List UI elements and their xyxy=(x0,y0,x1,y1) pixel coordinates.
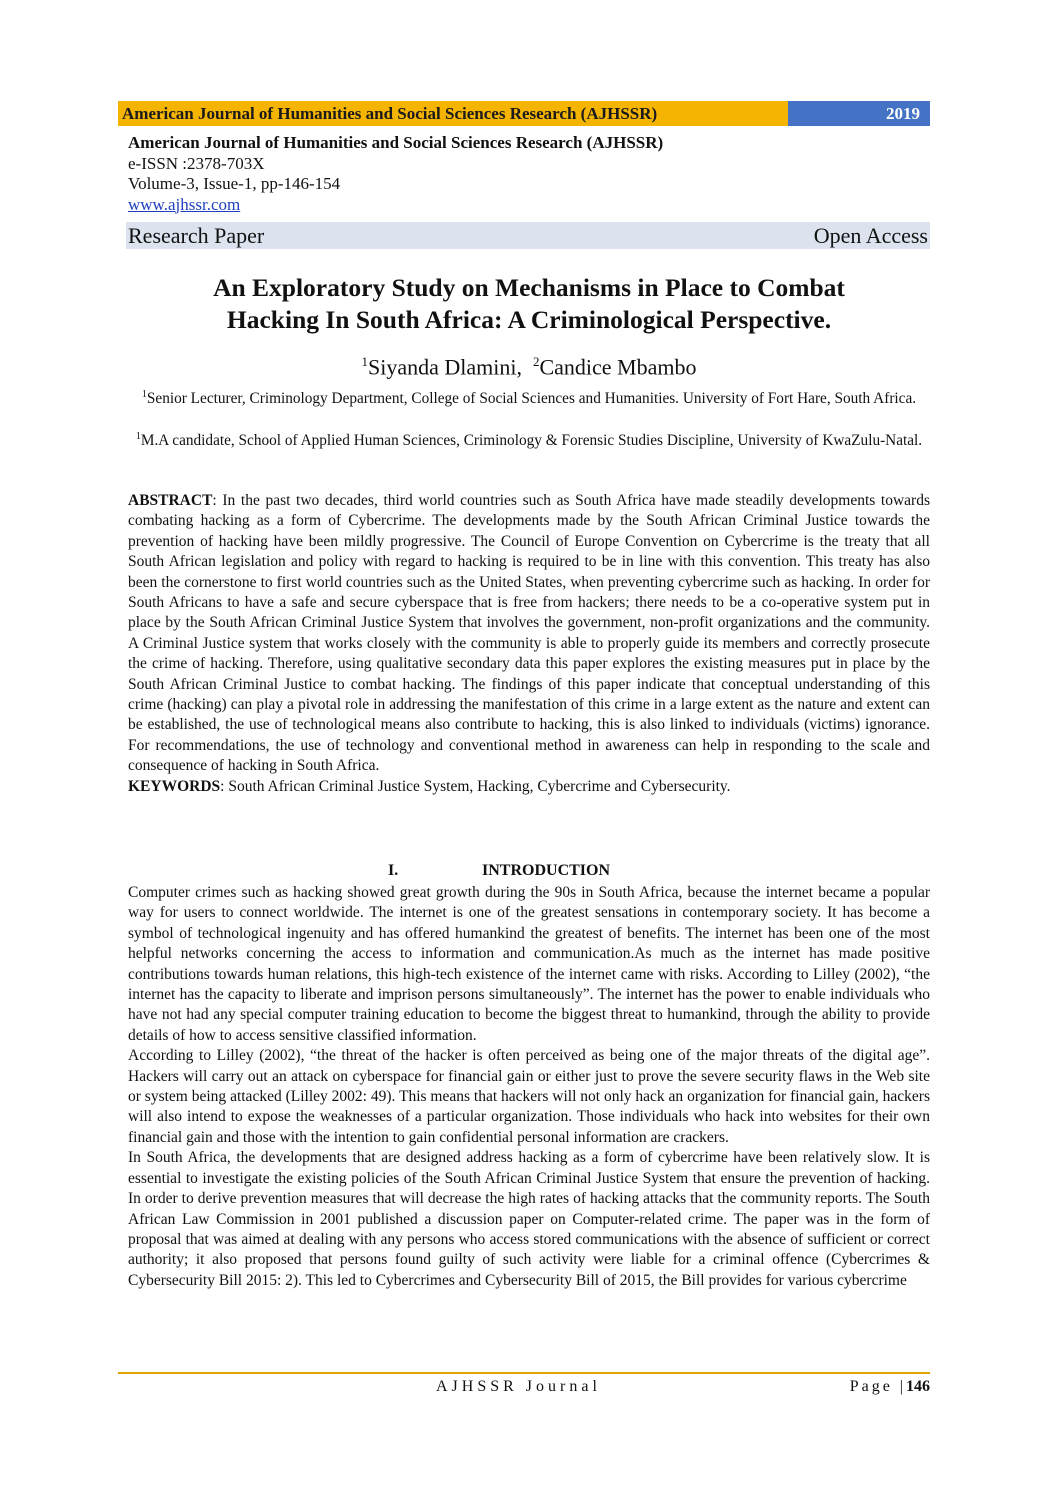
author-2-name: Candice Mbambo xyxy=(539,354,697,380)
section-number: I. xyxy=(388,862,399,879)
keywords-text: : South African Criminal Justice System, Hacking, Cybercrime and Cybersecurity. xyxy=(220,777,731,795)
paper-title xyxy=(128,272,930,336)
affiliation-1 xyxy=(128,385,930,409)
journal-name: American Journal of Humanities and Social Sciences Research (AJHSSR) xyxy=(128,133,664,152)
running-header-journal: American Journal of Humanities and Social Sciences Research (AJHSSR) xyxy=(118,101,788,126)
running-header-year: 2019 xyxy=(788,101,930,126)
article-type-bar xyxy=(126,222,930,249)
journal-info xyxy=(128,133,663,215)
author-1-name: Siyanda Dlamini, xyxy=(367,354,522,380)
author-list xyxy=(128,354,930,380)
paper-title-line-2: Hacking In South Africa: A Criminological Perspective. xyxy=(226,305,832,334)
article-type-label: Research Paper xyxy=(128,222,265,248)
introduction-body xyxy=(128,883,930,1291)
page-footer xyxy=(118,1372,930,1402)
journal-issn: e-ISSN :2378-703X xyxy=(128,153,265,173)
author-1-affil-mark: 1 xyxy=(361,354,368,369)
footer-page-label: Page | xyxy=(849,1378,906,1395)
affiliation-1-mark: 1 xyxy=(141,389,147,400)
keywords-paragraph xyxy=(128,777,930,797)
abstract-paragraph xyxy=(128,491,930,777)
footer-page-number: 146 xyxy=(906,1378,930,1395)
journal-volume: Volume-3, Issue-1, pp-146-154 xyxy=(128,174,341,193)
intro-paragraph-2: According to Lilley (2002), “the threat of the hacker is often perceived as being one of the major threats of the digital age”. Hackers will carry out an attack on cyberspace for financial gain or either just to prove the severe security flaws in the Web site or system being attacked (Lilley 2002: 49). This means that hackers will not only hack an organization for financial gain, hackers will also intend to expose the weaknesses of a particular organization. Those individuals who hack into websites for their own financial gain and those with the intention to gain confidential personal information are crackers. xyxy=(128,1047,930,1146)
intro-paragraph-3: In South Africa, the developments that are designed address hacking as a form of cybercrime have been relatively slow. It is essential to investigate the existing policies of the South African Criminal Justice System that ensure the prevention of hacking. In order to derive prevention measures that will decrease the high rates of hacking attacks that the community reports. The South African Law Commission in 2001 published a discussion paper on Computer-related crime. The paper was in the form of proposal that was aimed at dealing with any persons who access stored communications with the absence of sufficient or correct authority; it also proposed that persons found guilty of such activity were liable for a criminal offence (Cybercrimes & Cybersecurity Bill 2015: 2). This led to Cybercrimes and Cybersecurity Bill of 2015, the Bill provides for various cybercrime xyxy=(128,1149,930,1289)
intro-paragraph-1: Computer crimes such as hacking showed great growth during the 90s in South Africa, because the internet became a popular way for users to connect worldwide. The internet is one of the greatest sensations in contemporary society. It has become a symbol of technological ingenuity and has offered humankind the greatest of benefits. The internet has been one of the most helpful networks concerning the access to information and communication.As much as the internet has made positive contributions towards human relations, this high-tech existence of the internet came with risks. According to Lilley (2002), “the internet has the capacity to liberate and imprison persons simultaneously”. The internet has the power to enable individuals who have not had any special computer training education to become the biggest threat to humankind, through the ability to provide details of how to access sensitive classified information. xyxy=(128,884,930,1044)
author-2-affil-mark: 2 xyxy=(532,354,540,369)
footer-journal: AJHSSR Journal xyxy=(436,1378,601,1395)
footer-page xyxy=(850,1378,930,1396)
abstract-label: ABSTRACT xyxy=(128,492,213,509)
section-heading xyxy=(128,862,930,882)
affiliation-2-text: M.A candidate, School of Applied Human Sciences, Criminology & Forensic Studies Discipline, University of KwaZulu-Natal. xyxy=(140,432,923,450)
section-title: INTRODUCTION xyxy=(482,862,611,879)
affiliation-2-mark: 1 xyxy=(135,431,141,442)
keywords-label: KEYWORDS xyxy=(128,777,221,795)
running-header xyxy=(118,101,930,126)
paper-title-line-1: An Exploratory Study on Mechanisms in Place to Combat xyxy=(213,273,845,302)
affiliation-1-text: Senior Lecturer, Criminology Department, College of Social Sciences and Humanities. University of Fort Hare, South Africa. xyxy=(146,390,917,408)
abstract-text: : In the past two decades, third world countries such as South Africa have made steadily developments towards combating hacking as a form of Cybercrime. The developments made by the South African Criminal Justice towards the prevention of hacking have been mildly progressive. The Council of Europe Convention on Cybercrime is the treaty that all South African legislation and policy with regard to hacking is required to be in line with this convention. This treaty has also been the cornerstone to first world countries such as the United States, when preventing cybercrime such as hacking. In order for South Africans to have a safe and secure cyberspace that is free from hackers; there needs to be a co-operative system put in place by the South African Criminal Justice System that involves the government, non-profit organizations and the community. A Criminal Justice system that works closely with the community is able to properly guide its members and correctly prosecute the crime of hacking. Therefore, using qualitative secondary data this paper explores the existing measures put in place by the South African Criminal Justice to combat hacking. The findings of this paper indicate that conceptual understanding of this crime (hacking) can play a pivotal role in addressing the manifestation of this crime in a large extent as the nature and extent can be established, the use of technological means also contribute to hacking, this is also linked to individuals (victims) ignorance. For recommendations, the use of technology and conventional method in awareness can help in responding to the scale and consequence of hacking in South Africa. xyxy=(128,492,930,775)
journal-website-link[interactable]: www.ajhssr.com xyxy=(128,194,241,214)
affiliation-2 xyxy=(128,427,930,451)
abstract-block xyxy=(128,491,930,797)
open-access-label: Open Access xyxy=(813,222,928,248)
